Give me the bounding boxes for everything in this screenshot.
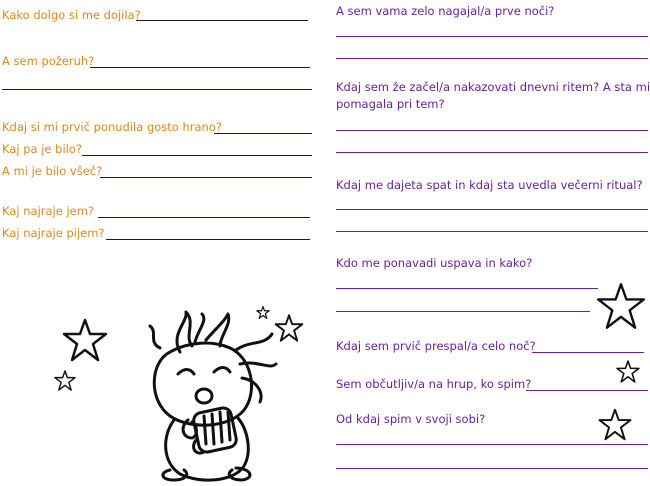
answer-line[interactable] xyxy=(526,390,648,391)
answer-line[interactable] xyxy=(336,58,648,59)
question-what-was-it: Kaj pa je bilo? xyxy=(2,142,82,156)
question-who-puts-to-sleep: Kdo me ponavadi uspava in kako? xyxy=(336,256,533,270)
question-first-full-night: Kdaj sem prvič prespal/a celo noč? xyxy=(336,339,536,353)
answer-line[interactable] xyxy=(100,177,312,178)
answer-line[interactable] xyxy=(336,311,590,312)
answer-line[interactable] xyxy=(98,217,310,218)
star-icon xyxy=(54,370,76,391)
answer-line[interactable] xyxy=(336,231,648,232)
question-favorite-food: Kaj najraje jem? xyxy=(2,204,95,218)
star-icon xyxy=(598,408,632,441)
question-first-nights: A sem vama zelo nagajal/a prve noči? xyxy=(336,4,555,18)
baby-illustration xyxy=(140,312,280,482)
question-day-rhythm: Kdaj sem že začel/a nakazovati dnevni ritem? A sta mi xyxy=(336,80,650,94)
answer-line[interactable] xyxy=(82,155,312,156)
star-icon xyxy=(62,318,108,362)
answer-line[interactable] xyxy=(214,133,312,134)
question-own-room: Od kdaj spim v svoji sobi? xyxy=(336,412,486,426)
star-icon xyxy=(596,282,646,330)
answer-line[interactable] xyxy=(136,20,308,21)
question-bedtime-ritual: Kdaj me dajeta spat in kdaj sta uvedla večerni ritual? xyxy=(336,178,643,192)
question-favorite-drink: Kaj najraje pijem? xyxy=(2,226,105,240)
question-day-rhythm-cont: pomagala pri tem? xyxy=(336,97,445,111)
answer-line[interactable] xyxy=(336,36,648,37)
answer-line[interactable] xyxy=(2,89,312,90)
answer-line[interactable] xyxy=(336,130,648,131)
question-big-eater: A sem požeruh? xyxy=(2,54,95,68)
question-noise-sensitivity: Sem občutljiv/a na hrup, ko spim? xyxy=(336,377,532,391)
answer-line[interactable] xyxy=(336,444,648,445)
question-first-solid-food: Kdaj si mi prvič ponudila gosto hrano? xyxy=(2,120,222,134)
answer-line[interactable] xyxy=(90,67,310,68)
answer-line[interactable] xyxy=(336,152,648,153)
question-nursing-duration: Kako dolgo si me dojila? xyxy=(2,8,141,22)
answer-line[interactable] xyxy=(336,468,648,469)
star-icon xyxy=(616,360,640,383)
answer-line[interactable] xyxy=(106,239,310,240)
answer-line[interactable] xyxy=(336,288,598,289)
answer-line[interactable] xyxy=(532,352,644,353)
question-did-i-like-it: A mi je bilo všeč? xyxy=(2,164,103,178)
answer-line[interactable] xyxy=(336,209,648,210)
